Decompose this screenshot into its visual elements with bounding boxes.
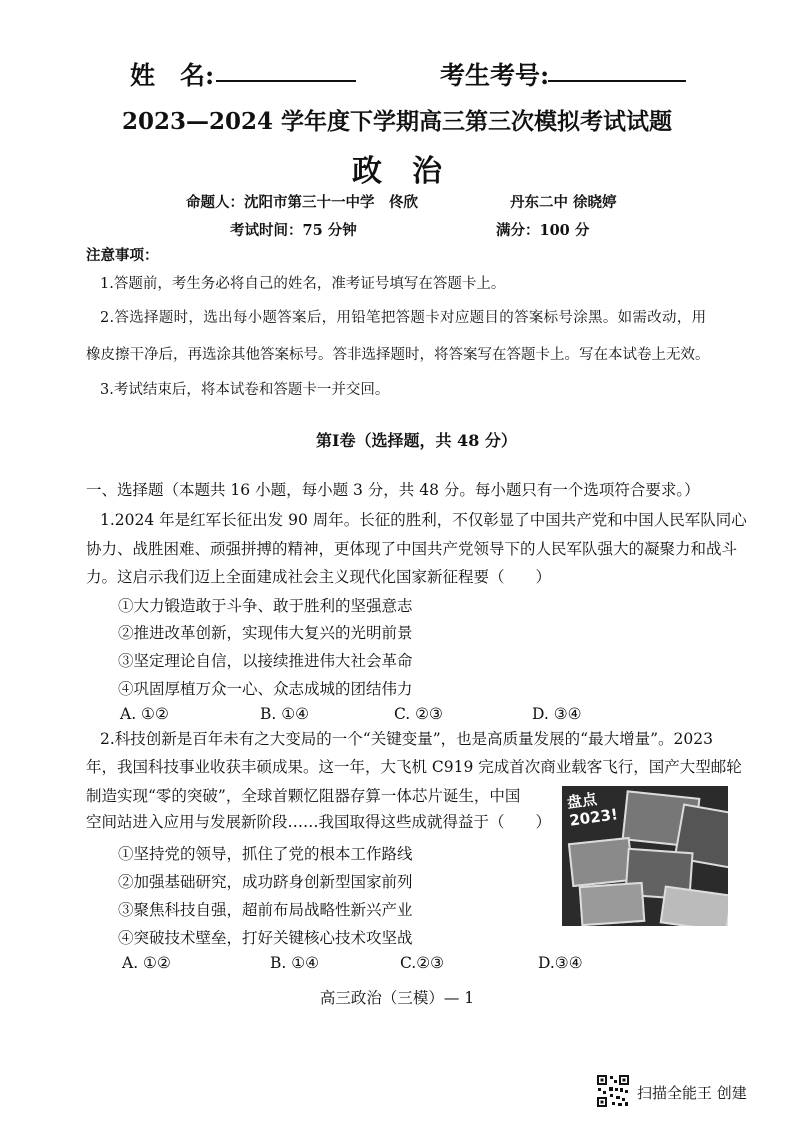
photo-card [568,837,634,887]
scanner-watermark: 扫描全能王 创建 [637,1084,747,1102]
q1-choice-c: C. ②③ [394,705,443,723]
qr-code-icon [596,1074,630,1108]
q2-option-1: ①坚持党的领导，抓住了党的根本工作路线 [118,845,413,863]
exam-time: 考试时间：75 分钟 [230,222,357,239]
page-footer: 高三政治（三模）— 1 [319,989,475,1007]
notice-item-2-line-2: 橡皮擦干净后，再选涂其他答案标号。答非选择题时，将答案写在答题卡上。写在本试卷上无效。 [86,347,710,363]
author-second: 丹东二中 徐晓婷 [510,194,617,211]
photo-card [579,882,646,926]
q2-choice-d: D.③④ [538,954,583,972]
q2-option-3: ③聚焦科技自强，超前布局战略性新兴产业 [118,901,413,919]
author-line: 命题人：沈阳市第三十一中学 佟欣 [186,194,418,211]
q1-stem-line-2: 协力、战胜困难、顽强拼搏的精神，更体现了中国共产党领导下的人民军队强大的凝聚力和战斗 [86,540,738,558]
year-review-photo [562,786,728,926]
part1-heading: 一、选择题（本题共 16 小题，每小题 3 分，共 48 分。每小题只有一个选项符合要求。） [86,481,700,499]
q1-option-1: ①大力锻造敢于斗争、敢于胜利的坚强意志 [118,597,413,615]
q2-option-4: ④突破技术壁垒，打好关键核心技术攻坚战 [118,929,413,947]
photo-title: 盘点 2023! [565,789,619,830]
q2-choice-b: B. ①④ [270,954,320,972]
notice-item-2-line-1: 2.答选择题时，选出每小题答案后，用铅笔把答题卡对应题目的答案标号涂黑。如需改动，用 [100,310,707,326]
q1-choice-b: B. ①④ [260,705,310,723]
volume-heading: 第Ⅰ卷（选择题，共 48 分） [316,431,517,450]
q2-stem-line-4: 空间站进入应用与发展新阶段……我国取得这些成就得益于（ ） [86,813,552,831]
notice-item-1: 1.答题前，考生务必将自己的姓名，准考证号填写在答题卡上。 [100,276,506,292]
q1-option-3: ③坚定理论自信，以接续推进伟大社会革命 [118,652,413,670]
q2-stem-line-2: 年，我国科技事业收获丰硕成果。这一年，大飞机 C919 完成首次商业载客飞行，国产大型邮轮 [86,758,742,776]
q2-option-2: ②加强基础研究，成功跻身创新型国家前列 [118,873,413,891]
notice-heading: 注意事项： [86,247,159,264]
notice-item-3: 3.考试结束后，将本试卷和答题卡一并交回。 [100,382,390,398]
exam-id-label: 考生考号: [440,61,550,90]
photo-card [660,885,728,926]
q1-stem-line-3: 力。这启示我们迈上全面建成社会主义现代化国家新征程要（ ） [86,568,552,586]
q1-stem-line-1: 1.2024 年是红军长征出发 90 周年。长征的胜利，不仅彰显了中国共产党和中国人民军队同心 [100,511,747,529]
q2-stem-line-1: 2.科技创新是百年未有之大变局的一个“关键变量”，也是高质量发展的“最大增量”。2023 [100,730,713,748]
q2-choice-c: C.②③ [400,954,445,972]
q1-option-2: ②推进改革创新，实现伟大复兴的光明前景 [118,624,413,642]
q1-choice-a: A. ①② [120,705,169,723]
q1-option-4: ④巩固厚植万众一心、众志成城的团结伟力 [118,680,413,698]
exam-title: 2023—2024 学年度下学期高三第三次模拟考试试题 [121,108,673,135]
q2-stem-line-3: 制造实现“零的突破”，全球首颗忆阻器存算一体芯片诞生，中国 [86,787,521,805]
q1-choice-d: D. ③④ [532,705,582,723]
name-label: 姓 名: [130,61,215,90]
exam-id-blank-line [548,80,686,82]
name-blank-line [216,80,356,82]
subject-title: 政 治 [352,154,442,189]
q2-choice-a: A. ①② [122,954,171,972]
full-score: 满分：100 分 [496,222,590,239]
